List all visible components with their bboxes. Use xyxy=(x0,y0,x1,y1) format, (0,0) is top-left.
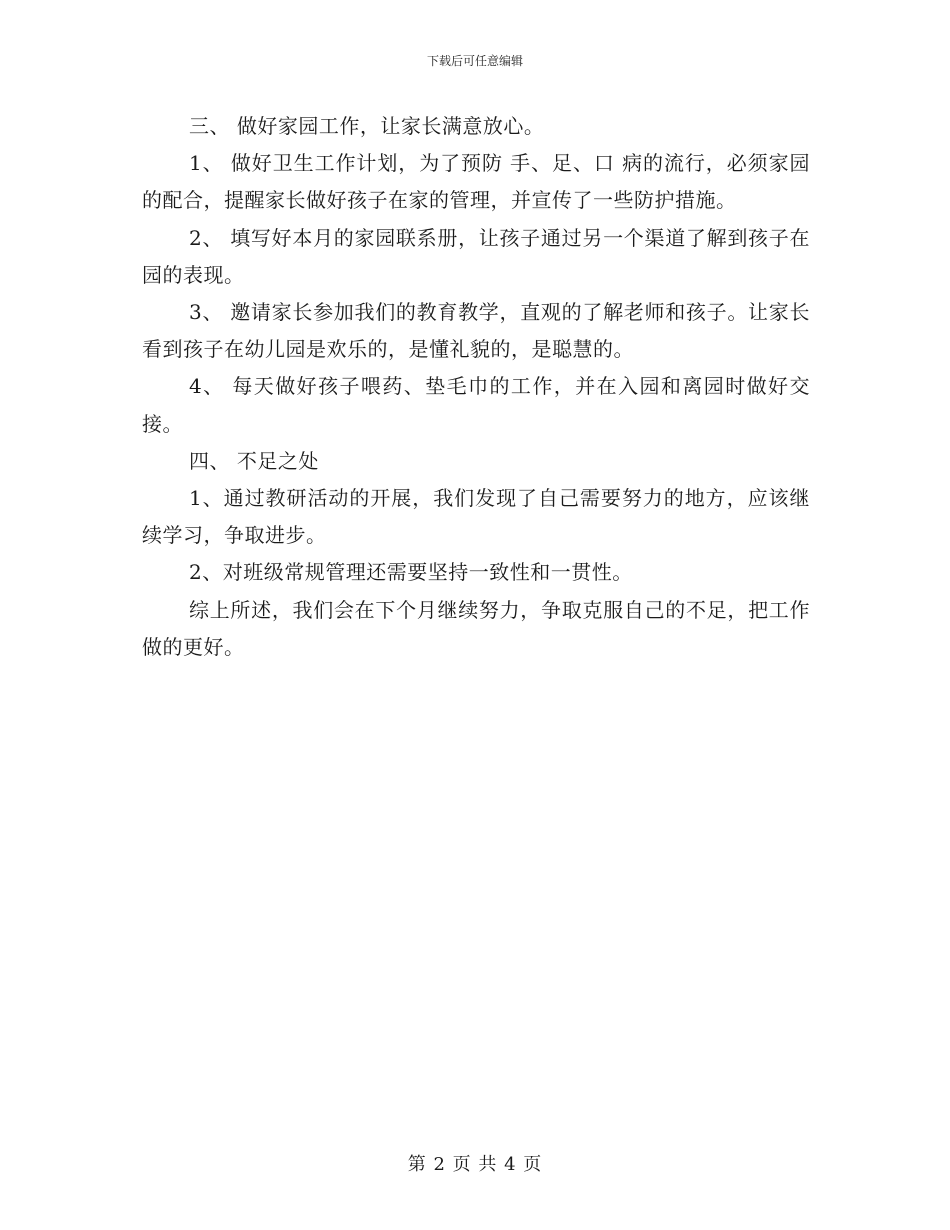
list-item: 1、 做好卫生工作计划，为了预防 手、足、口 病的流行，必须家园的配合，提醒家长做好孩子在家的管理，并宣传了一些防护措施。 xyxy=(142,151,810,213)
list-item: 2、 填写好本月的家园联系册，让孩子通过另一个渠道了解到孩子在园的表现。 xyxy=(142,225,810,287)
document-body xyxy=(142,108,810,666)
summary-paragraph: 综上所述，我们会在下个月继续努力，争取克服自己的不足，把工作做的更好。 xyxy=(142,597,810,659)
section-heading-4: 四、 不足之处 xyxy=(189,448,319,473)
page-header: 下载后可任意编辑 xyxy=(426,54,523,68)
list-item: 2、对班级常规管理还需要坚持一致性和一贯性。 xyxy=(189,560,633,585)
section-heading-3: 三、 做好家园工作，让家长满意放心。 xyxy=(189,114,545,138)
page-number-footer: 第 2 页 共 4 页 xyxy=(407,1154,543,1175)
list-item: 3、 邀请家长参加我们的教育教学，直观的了解老师和孩子。让家长看到孩子在幼儿园是欢乐的，是懂礼貌的，是聪慧的。 xyxy=(142,300,810,362)
list-item: 4、 每天做好孩子喂药、垫毛巾的工作，并在入园和离园时做好交接。 xyxy=(142,374,810,436)
list-item: 1、通过教研活动的开展，我们发现了自己需要努力的地方，应该继续学习，争取进步。 xyxy=(142,486,810,548)
